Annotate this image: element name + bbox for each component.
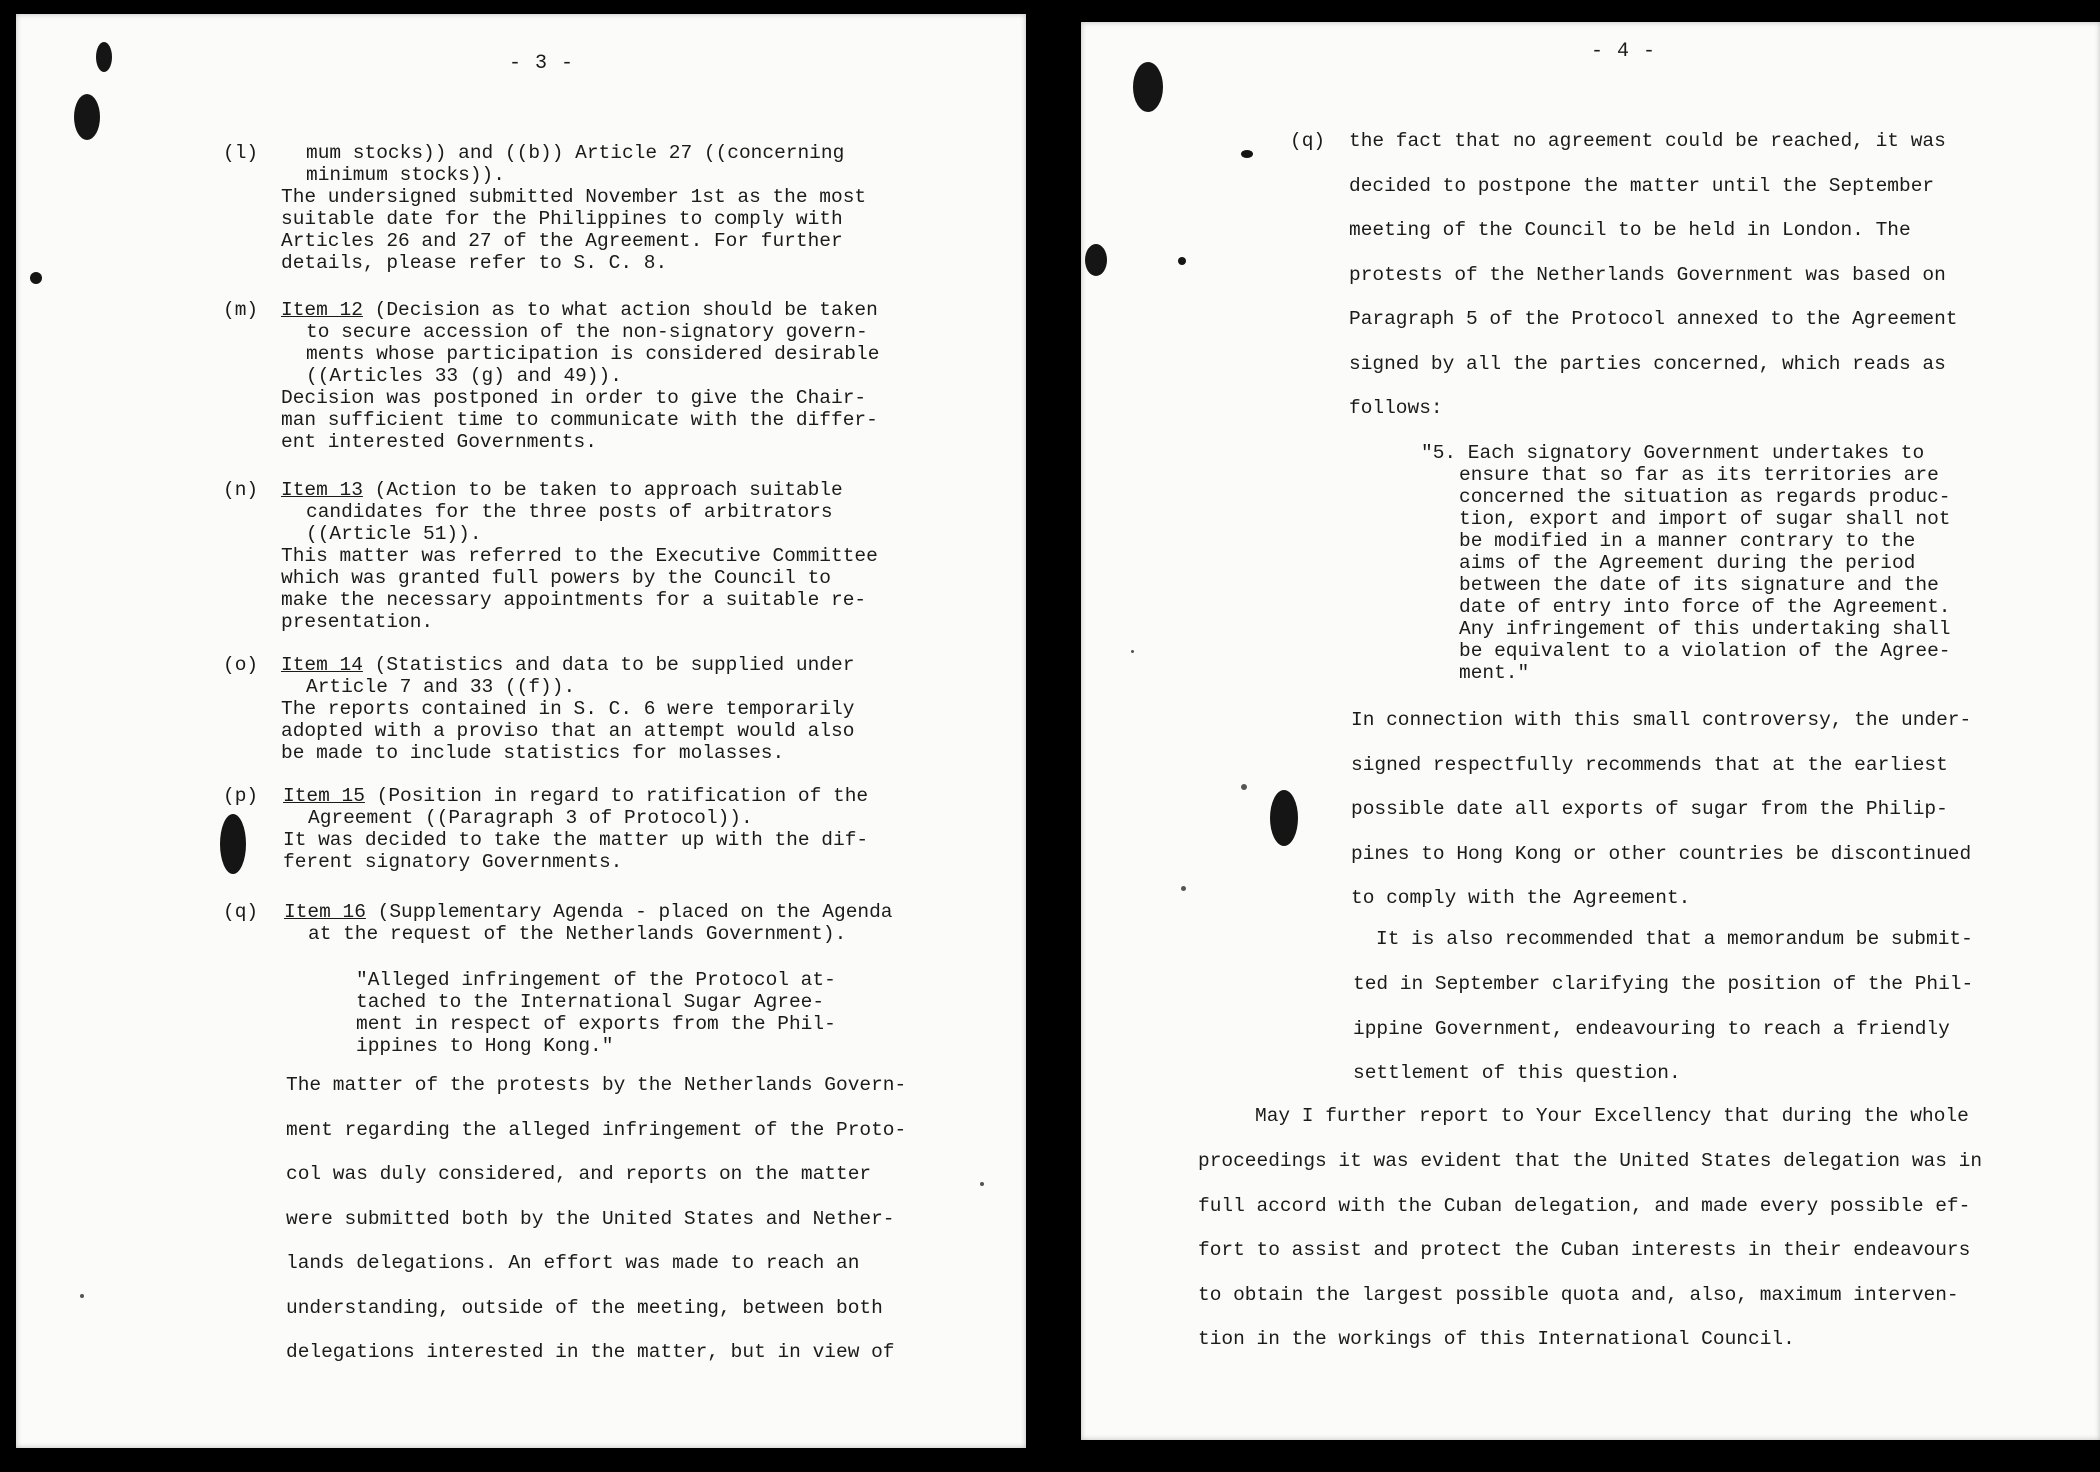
paragraph: the fact that no agreement could be reached, it was decided to postpone the matter until the September meeting of the Council to be held in London. The protests of the Netherlands Government was based on Paragraph 5 of the Protocol annexed to the Agreement signed by all the parties concerned, which reads as follows: bbox=[1349, 130, 1958, 419]
item-title: Item 14 bbox=[281, 654, 363, 676]
item-title: Item 13 bbox=[281, 479, 363, 501]
paragraph: ted in September clarifying the position of the Phil- ippine Government, endeavouring to reach a friendly settlement of this question. bbox=[1353, 973, 1974, 1084]
item-heading: Item 14 (Statistics and data to be supplied under bbox=[281, 654, 855, 676]
paper-speck bbox=[980, 1182, 984, 1186]
item-continuation: to secure accession of the non-signatory govern- ments whose participation is considered desirable ((Articles 33 (g) and 49)). bbox=[306, 321, 880, 387]
item-title: Item 15 bbox=[283, 785, 365, 807]
block-quote-first-line: "5. Each signatory Government undertakes to bbox=[1421, 442, 1925, 464]
ink-stain bbox=[1241, 150, 1253, 158]
block-quote: ensure that so far as its territories are concerned the situation as regards produc- tion, export and import of sugar shall not be modified in a manner contrary to the aims of the Agreement during the period between the date of its signature and the date of entry into force of the Agreement. Any infringement of this undertaking shall be equivalent to a violation of the Agree- ment." bbox=[1459, 464, 1951, 684]
ink-stain bbox=[1133, 62, 1163, 112]
paper-speck bbox=[80, 1294, 84, 1298]
paragraph: Decision was postponed in order to give the Chair- man sufficient time to communicate with the differ- ent interested Governments. bbox=[281, 387, 878, 453]
document-page-3 bbox=[16, 14, 1026, 1448]
ink-stain bbox=[1085, 244, 1107, 276]
paragraph-first-line: It is also recommended that a memorandum be submit- bbox=[1376, 928, 1973, 950]
item-heading: Item 15 (Position in regard to ratification of the bbox=[283, 785, 869, 807]
item-label: (q) bbox=[1290, 130, 1326, 152]
item-title: Item 12 bbox=[281, 299, 363, 321]
ink-stain bbox=[96, 42, 112, 72]
item-label: (l) bbox=[223, 142, 259, 164]
ink-stain bbox=[1270, 790, 1298, 846]
page-number: - 4 - bbox=[1591, 40, 1657, 63]
item-label: (p) bbox=[223, 785, 259, 807]
item-label: (n) bbox=[223, 479, 259, 501]
item-heading: Item 12 (Decision as to what action should be taken bbox=[281, 299, 878, 321]
ink-stain bbox=[30, 272, 42, 284]
item-label: (m) bbox=[223, 299, 259, 321]
paragraph: The undersigned submitted November 1st as the most suitable date for the Philippines to comply with Articles 26 and 27 of the Agreement. For further details, please refer to S. C. 8. bbox=[281, 186, 867, 274]
paper-speck bbox=[1131, 650, 1134, 653]
paragraph: In connection with this small controversy, the under- signed respectfully recommends that at the earliest possible date all exports of sugar from the Philip- pines to Hong Kong or other countries be discontinued to comply with the Agreement. bbox=[1351, 709, 1972, 909]
item-continuation: at the request of the Netherlands Government). bbox=[308, 923, 847, 945]
item-continuation: mum stocks)) and ((b)) Article 27 ((concerning bbox=[306, 142, 845, 164]
paragraph: proceedings it was evident that the United States delegation was in full accord with the Cuban delegation, and made every possible ef- fort to assist and protect the Cuban interests in their endeavours to obtain the largest possible quota and, also, maximum interven- tion in the workings of this International Council. bbox=[1198, 1150, 1983, 1350]
item-heading: Item 16 (Supplementary Agenda - placed on the Agenda bbox=[284, 901, 893, 923]
paper-speck bbox=[1181, 886, 1186, 891]
item-continuation: Article 7 and 33 ((f)). bbox=[306, 676, 576, 698]
document-page-4 bbox=[1081, 22, 2100, 1440]
paragraph: The reports contained in S. C. 6 were temporarily adopted with a proviso that an attempt would also be made to include statistics for molasses. bbox=[281, 698, 855, 764]
ink-stain bbox=[220, 814, 246, 874]
paper-speck bbox=[1241, 784, 1247, 790]
item-heading: Item 13 (Action to be taken to approach suitable bbox=[281, 479, 843, 501]
paragraph-first-line: May I further report to Your Excellency that during the whole bbox=[1255, 1105, 1969, 1127]
ink-stain bbox=[74, 94, 100, 140]
paragraph: The matter of the protests by the Netherlands Govern- ment regarding the alleged infringement of the Proto- col was duly considered, and reports on the matter were submitted both by the United States and Nether- lands delegations. An effort was made to reach an understanding, outside of the meeting, between both delegations interested in the matter, but in view of bbox=[286, 1074, 907, 1363]
item-label: (o) bbox=[223, 654, 259, 676]
paragraph: It was decided to take the matter up with the dif- ferent signatory Governments. bbox=[283, 829, 869, 873]
block-quote: "Alleged infringement of the Protocol at- tached to the International Sugar Agree- ment in respect of exports from the Phil- ippines to Hong Kong." bbox=[356, 969, 836, 1057]
item-title: Item 16 bbox=[284, 901, 366, 923]
item-continuation: candidates for the three posts of arbitrators ((Article 51)). bbox=[306, 501, 833, 545]
page-number: - 3 - bbox=[509, 52, 575, 75]
item-continuation: Agreement ((Paragraph 3 of Protocol)). bbox=[308, 807, 753, 829]
item-continuation: minimum stocks)). bbox=[306, 164, 505, 186]
ink-stain bbox=[1178, 257, 1186, 265]
item-label: (q) bbox=[223, 901, 259, 923]
paragraph: This matter was referred to the Executive Committee which was granted full powers by the Council to make the necessary appointments for a suitable re- presentation. bbox=[281, 545, 878, 633]
